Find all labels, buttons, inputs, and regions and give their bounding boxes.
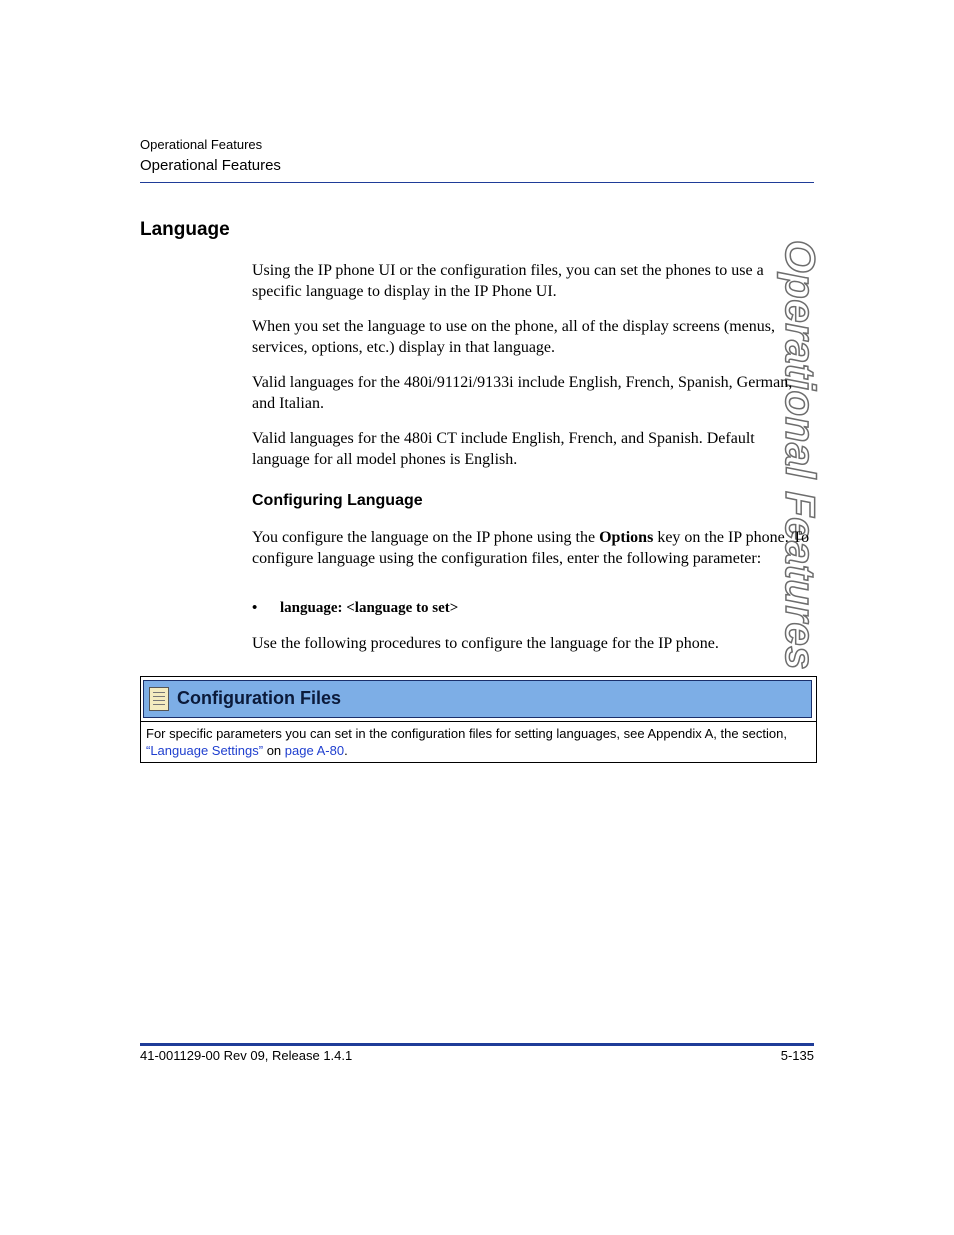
parameter-text: language: <language to set> — [280, 600, 459, 616]
footer-page-number: 5-135 — [780, 1048, 814, 1063]
configuration-files-note — [140, 676, 817, 763]
config-text-after: key on the IP phone. To configure language using the configuration files, enter the following parameter: — [252, 529, 810, 567]
config-text-before: You configure the language on the IP phone using the — [252, 529, 600, 546]
subsection-title: Configuring Language — [252, 492, 423, 509]
section-title: Language — [140, 219, 230, 240]
options-key-label: Options — [599, 529, 654, 546]
note-divider — [141, 721, 816, 722]
paragraph-2: When you set the language to use on the phone, all of the display screens (menus, services, options, etc.) display in that language. — [252, 318, 775, 356]
paragraph-4: Valid languages for the 480i CT include English, French, and Spanish. Default language for all model phones is English. — [252, 430, 755, 468]
note-header — [143, 680, 812, 718]
bullet-symbol: • — [252, 600, 258, 616]
page-a80-link[interactable]: page A-80 — [284, 743, 345, 758]
note-text-before: For specific parameters you can set in the configuration files for setting languages, see Appendix A, the section, — [146, 726, 787, 741]
parameter-bullet — [252, 598, 458, 618]
footer-rule — [140, 1043, 814, 1046]
note-text-after: . — [344, 743, 348, 758]
header-rule — [140, 182, 814, 183]
running-header-section: Operational Features — [140, 157, 281, 174]
note-text — [146, 725, 808, 759]
procedure-paragraph: Use the following procedures to configure the language for the IP phone. — [252, 635, 719, 652]
document-icon — [149, 687, 169, 711]
running-header-chapter: Operational Features — [140, 137, 263, 152]
footer-document-id: 41-001129-00 Rev 09, Release 1.4.1 — [140, 1048, 353, 1063]
language-settings-link[interactable]: “Language Settings” — [146, 743, 264, 758]
note-text-middle: on — [263, 743, 285, 758]
config-paragraph — [252, 528, 814, 569]
side-tab-chapter-title: Operational Features — [777, 240, 824, 671]
note-title: Configuration Files — [177, 688, 341, 708]
paragraph-3: Valid languages for the 480i/9112i/9133i include English, French, Spanish, German, and Italian. — [252, 374, 793, 412]
paragraph-1: Using the IP phone UI or the configuration files, you can set the phones to use a specific language to display in the IP Phone UI. — [252, 262, 764, 300]
